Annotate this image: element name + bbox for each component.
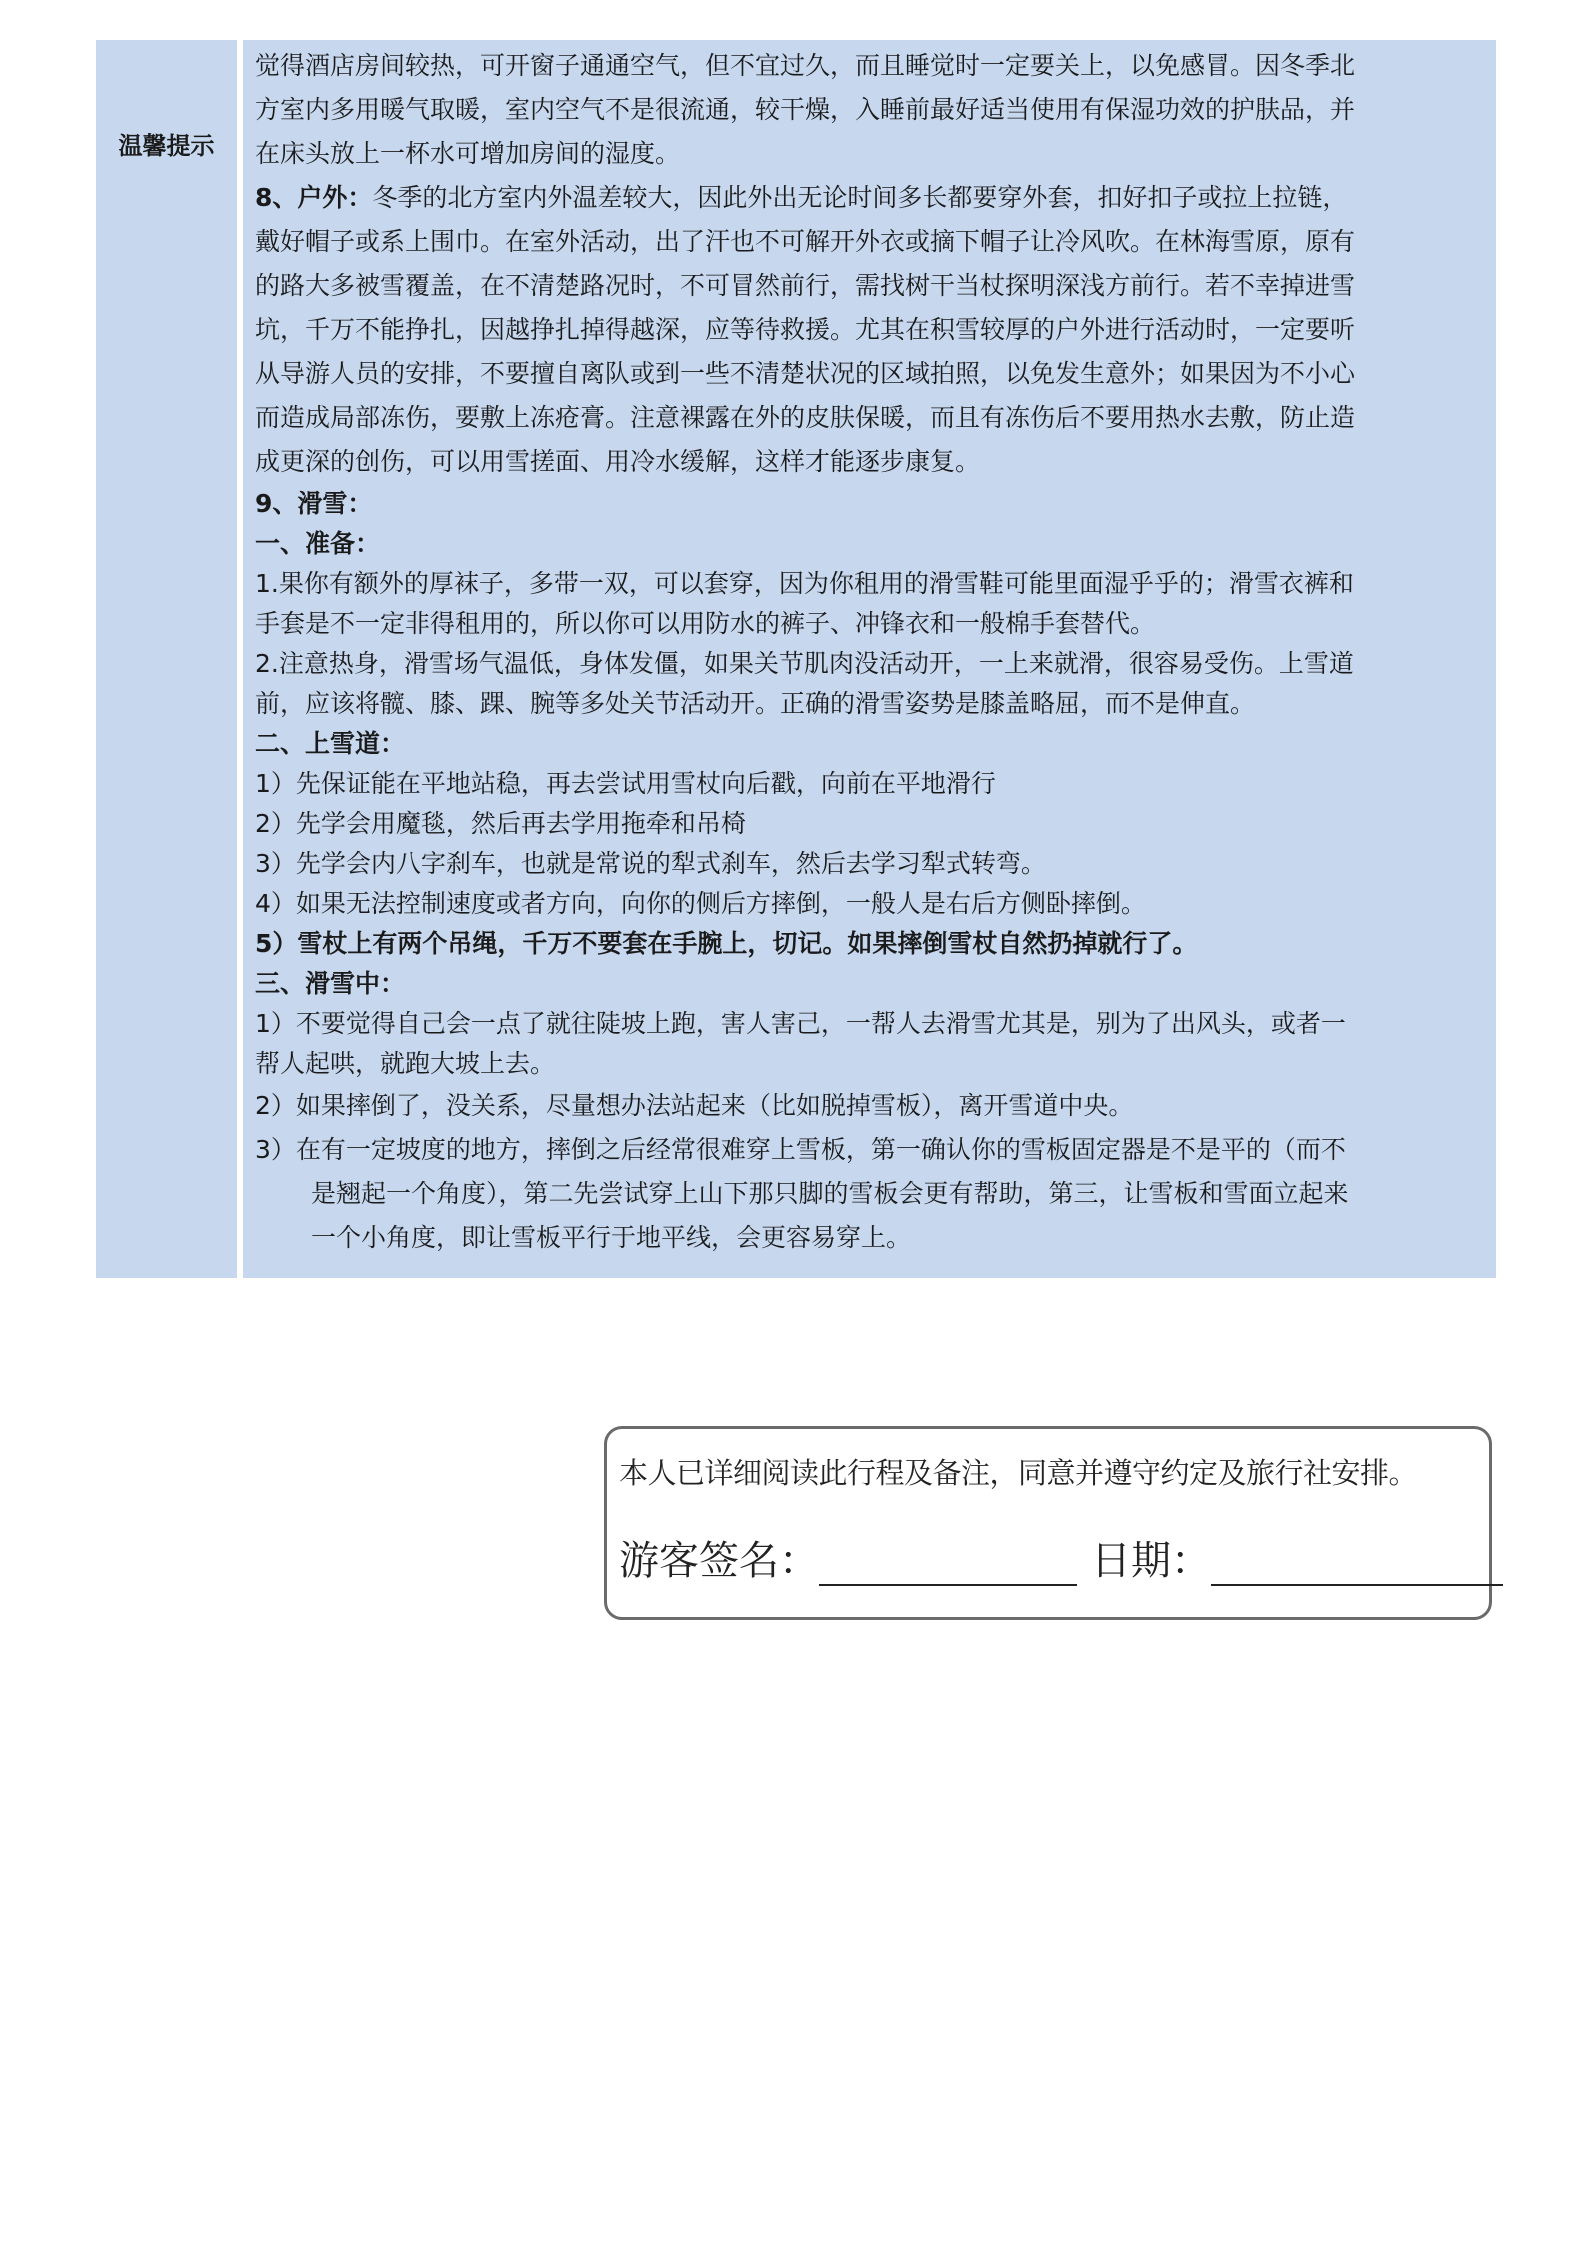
text-line: 2.注意热身，滑雪场气温低，身体发僵，如果关节肌肉没活动开，一上来就滑，很容易受伤。上雪道 [255,649,1354,678]
list-item-emphasis: 5）雪杖上有两个吊绳，千万不要套在手腕上，切记。如果摔倒雪杖自然扔掉就行了。 [255,929,1198,958]
tips-content [243,40,1496,1278]
signature-box [604,1426,1492,1620]
text-line: 成更深的创伤，可以用雪搓面、用冷水缓解，这样才能逐步康复。 [255,447,981,476]
slope-section [255,764,1482,964]
during-section [255,1004,1482,1128]
signature-row [619,1529,1503,1586]
name-label: 游客签名： [619,1538,819,1584]
skiing-heading: 9、滑雪： [255,489,373,518]
text-line: 是翘起一个角度），第二先尝试穿上山下那只脚的雪板会更有帮助，第三，让雪板和雪面立起来 [311,1179,1349,1208]
text-line: 坑，千万不能挣扎，因越挣扎掉得越深，应等待救援。尤其在积雪较厚的户外进行活动时，一定要听 [255,315,1356,344]
text-line: 的路大多被雪覆盖，在不清楚路况时，不可冒然前行，需找树干当杖探明深浅方前行。若不幸掉进雪 [255,271,1356,300]
text-line: 前，应该将髋、膝、踝、腕等多处关节活动开。正确的滑雪姿势是膝盖略屈，而不是伸直。 [255,689,1256,718]
prep-section [255,564,1482,724]
tips-label: 温馨提示 [96,40,237,1278]
list-item: 3）先学会内八字刹车，也就是常说的犁式刹车，然后去学习犁式转弯。 [255,849,1046,878]
intro-paragraph [255,44,1482,176]
outdoor-heading: 8、户外： [255,183,373,212]
during-item3 [255,1128,1482,1260]
text-line [255,176,1482,220]
tips-table [96,40,1496,1278]
text-line: 方室内多用暖气取暖，室内空气不是很流通，较干燥，入睡前最好适当使用有保湿功效的护肤品，并 [255,95,1356,124]
during-heading: 三、滑雪中： [255,969,406,998]
agreement-statement: 本人已详细阅读此行程及备注，同意并遵守约定及旅行社安排。 [619,1456,1418,1490]
outdoor-paragraph [255,176,1482,484]
list-item: 1）先保证能在平地站稳，再去尝试用雪杖向后戳，向前在平地滑行 [255,769,996,798]
list-item: 4）如果无法控制速度或者方向，向你的侧后方摔倒，一般人是右后方侧卧摔倒。 [255,889,1146,918]
text-line: 3）在有一定坡度的地方，摔倒之后经常很难穿上雪板，第一确认你的雪板固定器是不是平的（而不 [255,1135,1346,1164]
date-field[interactable] [1211,1540,1503,1586]
text-line: 从导游人员的安排，不要擅自离队或到一些不清楚状况的区域拍照，以免发生意外；如果因为不小心 [255,359,1356,388]
list-item: 2）如果摔倒了，没关系，尽量想办法站起来（比如脱掉雪板），离开雪道中央。 [255,1091,1134,1120]
text-span: 冬季的北方室内外温差较大，因此外出无论时间多长都要穿外套，扣好扣子或拉上拉链， [372,183,1348,212]
text-line: 觉得酒店房间较热，可开窗子通通空气，但不宜过久，而且睡觉时一定要关上，以免感冒。因冬季北 [255,51,1356,80]
list-item: 2）先学会用魔毯，然后再去学用拖牵和吊椅 [255,809,746,838]
date-label: 日期： [1091,1538,1211,1584]
text-line: 1）不要觉得自己会一点了就往陡坡上跑，害人害己，一帮人去滑雪尤其是，别为了出风头，或者一 [255,1009,1346,1038]
slope-heading: 二、上雪道： [255,729,406,758]
text-line: 在床头放上一杯水可增加房间的湿度。 [255,139,681,168]
text-line: 手套是不一定非得租用的，所以你可以用防水的裤子、冲锋衣和一般棉手套替代。 [255,609,1156,638]
signature-field[interactable] [819,1540,1077,1586]
text-line: 戴好帽子或系上围巾。在室外活动，出了汗也不可解开外衣或摘下帽子让冷风吹。在林海雪原，原有 [255,227,1356,256]
text-line: 帮人起哄，就跑大坡上去。 [255,1049,556,1078]
text-line: 一个小角度，即让雪板平行于地平线，会更容易穿上。 [311,1223,912,1252]
prep-heading: 一、准备： [255,529,381,558]
text-line: 1.果你有额外的厚袜子，多带一双，可以套穿，因为你租用的滑雪鞋可能里面湿乎乎的；滑雪衣裤和 [255,569,1354,598]
text-line: 而造成局部冻伤，要敷上冻疮膏。注意裸露在外的皮肤保暖，而且有冻伤后不要用热水去敷，防止造 [255,403,1356,432]
